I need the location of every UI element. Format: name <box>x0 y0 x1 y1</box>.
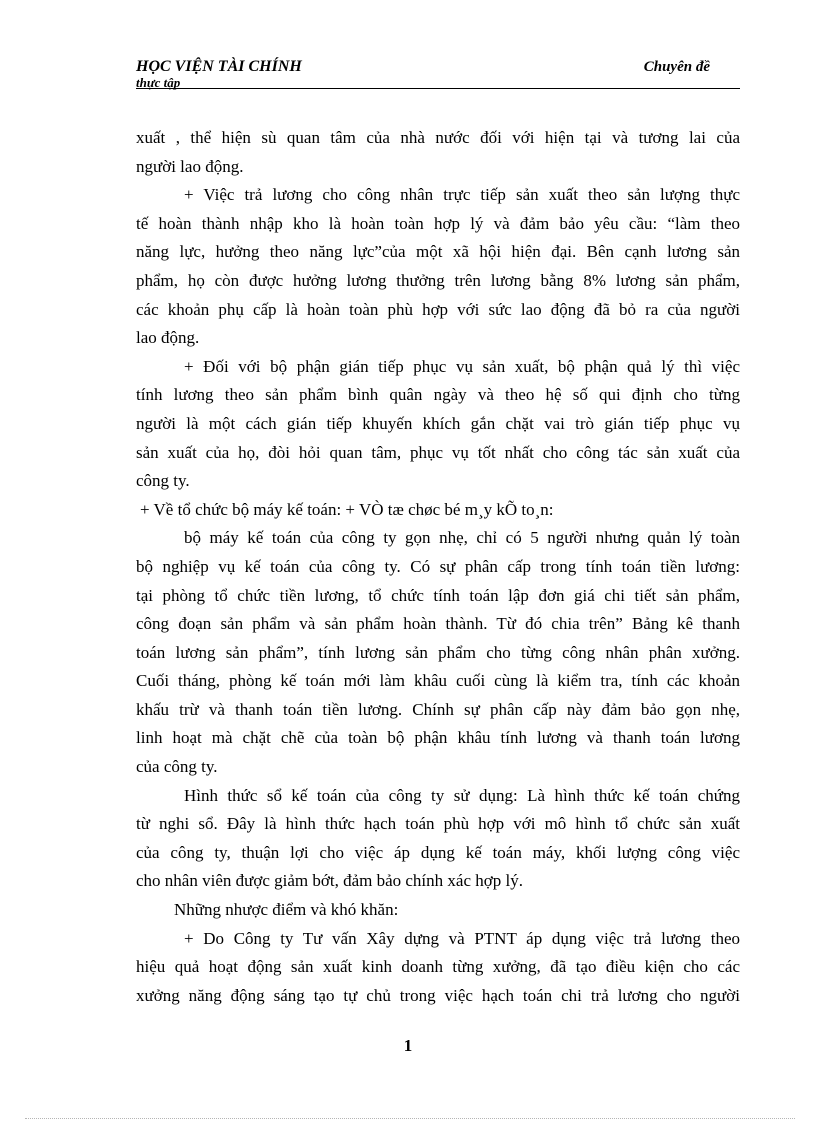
text-line: lao động. <box>136 328 200 348</box>
text-line: phẩm, họ còn được hưởng lương thưởng trên lương bằng 8% lương sản phẩm, <box>136 270 740 290</box>
text-line: sản xuất của họ, đòi hỏi quan tâm, phục vụ tốt nhất cho công tác sản xuất của <box>136 442 740 462</box>
header-document-type: Chuyên đề <box>643 59 710 75</box>
page-bottom-border <box>25 1118 795 1119</box>
text-line: bộ nghiệp vụ kế toán của công ty. Có sự phân cấp trong tính toán tiền lương: <box>136 556 740 576</box>
page-number: 1 <box>403 1036 413 1055</box>
section-heading: + Về tổ chức bộ máy kế toán: + VÒ tæ chøc bé m¸y kÕ to¸n: <box>140 499 554 519</box>
text-line: Cuối tháng, phòng kế toán mới làm khâu cuối cùng là kiểm tra, tính các khoản <box>136 671 740 691</box>
text-line: công đoạn sản phẩm và sản phẩm hoàn thành. Từ đó chia trên” Bảng kê thanh <box>136 614 740 634</box>
text-line: người lao động. <box>136 156 244 176</box>
text-line: xưởng năng động sáng tạo tự chủ trong việc hạch toán chi trả lương cho người <box>136 985 740 1005</box>
text-line: + Do Công ty Tư vấn Xây dựng và PTNT áp dụng việc trả lương theo <box>184 928 740 948</box>
text-line: linh hoạt mà chặt chẽ của toàn bộ phận khâu tính lương và thanh toán lương <box>136 728 740 748</box>
header-subtitle: thực tập <box>136 75 181 90</box>
text-line: người là một cách gián tiếp khuyến khích gắn chặt vai trò gián tiếp phục vụ <box>136 413 740 433</box>
text-line: khấu trừ và thanh toán tiền lương. Chính sự phân cấp này đảm bảo gọn nhẹ, <box>136 699 740 719</box>
text-line: Những nhược điểm và khó khăn: <box>174 900 399 920</box>
header-institution: HỌC VIỆN TÀI CHÍNH <box>136 58 302 75</box>
text-line: Hình thức sổ kế toán của công ty sử dụng: Là hình thức kế toán chứng <box>184 785 740 805</box>
text-line: của công ty. <box>136 757 218 777</box>
text-line: xuất , thể hiện sù quan tâm của nhà nước đối với hiện tại và tương lai của <box>136 128 740 147</box>
text-line: cho nhân viên được giảm bớt, đảm bảo chính xác hợp lý. <box>136 871 523 891</box>
text-line: + Đối với bộ phận gián tiếp phục vụ sản xuất, bộ phận quả lý thì việc <box>184 356 740 376</box>
text-line: bộ máy kế toán của công ty gọn nhẹ, chỉ có 5 người nhưng quản lý toàn <box>184 528 740 548</box>
text-line: tính lương theo sản phẩm bình quân ngày và theo hệ số qui định cho từng <box>136 385 740 405</box>
header-rule <box>136 88 740 89</box>
text-line: + Việc trả lương cho công nhân trực tiếp sản xuất theo sản lượng thực <box>184 185 740 205</box>
page-header <box>136 58 740 90</box>
text-line: của công ty, thuận lợi cho việc áp dụng kế toán máy, khối lượng công việc <box>136 842 740 862</box>
text-line: năng lực, hưởng theo năng lực”của một xã hội hiện đại. Bên cạnh lương sản <box>136 242 740 262</box>
text-line: hiệu quả hoạt động sản xuất kinh doanh từng xưởng, đã tạo điều kiện cho các <box>136 957 740 977</box>
text-line: tại phòng tổ chức tiền lương, tổ chức tính toán lập đơn giá chi tiết sản phẩm, <box>136 585 740 605</box>
text-line: công ty. <box>136 471 190 491</box>
text-line: toán lương sản phẩm”, tính lương sản phẩm cho từng công nhân phân xưởng. <box>136 642 740 662</box>
text-line: tế hoàn thành nhập kho là hoàn toàn hợp lý và đảm bảo yêu cầu: “làm theo <box>136 213 740 233</box>
text-line: từ nghi sổ. Đây là hình thức hạch toán phù hợp với mô hình tổ chức sản xuất <box>136 814 740 834</box>
text-line: các khoản phụ cấp là hoàn toàn phù hợp với sức lao động đã bỏ ra của người <box>136 299 740 319</box>
document-body <box>136 124 740 1010</box>
